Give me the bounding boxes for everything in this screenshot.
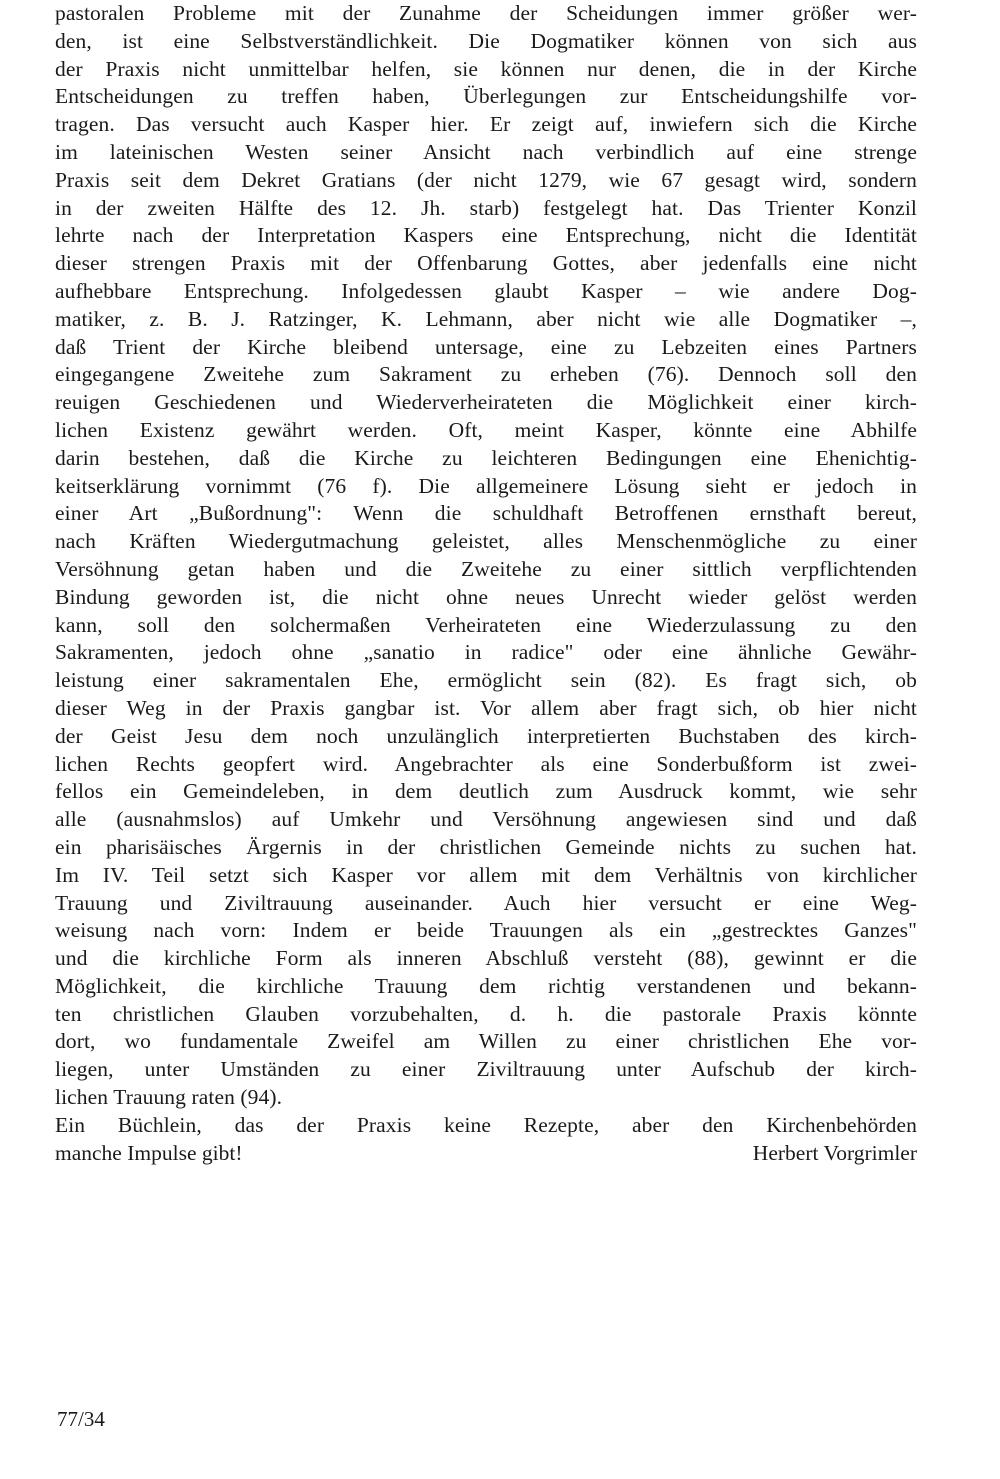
text-line: Sakramenten, jedoch ohne „sanatio in radice" oder eine ähnliche Gewähr- <box>55 640 917 665</box>
text-line: Möglichkeit, die kirchliche Trauung dem richtig verstandenen und bekann- <box>55 973 917 998</box>
text-line: Entscheidungen zu treffen haben, Überlegungen zur Entscheidungshilfe vor- <box>55 84 917 109</box>
text-line: matiker, z. B. J. Ratzinger, K. Lehmann, aber nicht wie alle Dogmatiker –, <box>55 306 917 331</box>
text-line: leistung einer sakramentalen Ehe, ermöglicht sein (82). Es fragt sich, ob <box>55 668 917 693</box>
paragraph-lines <box>55 0 917 1112</box>
text-line: kann, soll den solchermaßen Verheirateten eine Wiederzulassung zu den <box>55 612 917 637</box>
text-line: der Praxis nicht unmittelbar helfen, sie können nur denen, die in der Kirche <box>55 56 917 81</box>
text-line: liegen, unter Umständen zu einer Ziviltrauung unter Aufschub der kirch- <box>55 1057 917 1082</box>
text-line: dieser strengen Praxis mit der Offenbarung Gottes, aber jedenfalls eine nicht <box>55 251 917 276</box>
text-line: ein pharisäisches Ärgernis in der christlichen Gemeinde nichts zu suchen hat. <box>55 834 917 859</box>
text-line: Im IV. Teil setzt sich Kasper vor allem mit dem Verhältnis von kirchlicher <box>55 862 917 887</box>
text-line: tragen. Das versucht auch Kasper hier. Er zeigt auf, inwiefern sich die Kirche <box>55 112 917 137</box>
text-line: lehrte nach der Interpretation Kaspers eine Entsprechung, nicht die Identität <box>55 223 917 248</box>
text-line: aufhebbare Entsprechung. Infolgedessen glaubt Kasper – wie andere Dog- <box>55 278 917 303</box>
text-line: eingegangene Zweitehe zum Sakrament zu erheben (76). Dennoch soll den <box>55 362 917 387</box>
text-line: Trauung und Ziviltrauung auseinander. Auch hier versucht er eine Weg- <box>55 890 917 915</box>
text-line: lichen Trauung raten (94). <box>55 1085 283 1110</box>
text-line: darin bestehen, daß die Kirche zu leichteren Bedingungen eine Ehenichtig- <box>55 445 917 470</box>
text-line: in der zweiten Hälfte des 12. Jh. starb) festgelegt hat. Das Trienter Konzil <box>55 195 917 220</box>
text-line: reuigen Geschiedenen und Wiederverheirateten die Möglichkeit einer kirch- <box>55 390 917 415</box>
text-line: der Geist Jesu dem noch unzulänglich interpretierten Buchstaben des kirch- <box>55 723 917 748</box>
text-line: ten christlichen Glauben vorzubehalten, d. h. die pastorale Praxis könnte <box>55 1001 917 1026</box>
text-line: Bindung geworden ist, die nicht ohne neues Unrecht wieder gelöst werden <box>55 584 917 609</box>
text-line: im lateinischen Westen seiner Ansicht nach verbindlich auf eine strenge <box>55 139 917 164</box>
closing-row <box>55 1140 917 1168</box>
text-line: alle (ausnahmslos) auf Umkehr und Versöhnung angewiesen sind und daß <box>55 807 917 832</box>
text-line: Versöhnung getan haben und die Zweitehe zu einer sittlich verpflichtenden <box>55 556 917 581</box>
review-text <box>55 0 917 1167</box>
page-number: 77/34 <box>57 1407 105 1431</box>
text-line: dort, wo fundamentale Zweifel am Willen zu einer christlichen Ehe vor- <box>55 1029 917 1054</box>
text-line: lichen Existenz gewährt werden. Oft, meint Kasper, könnte eine Abhilfe <box>55 417 917 442</box>
text-line: nach Kräften Wiedergutmachung geleistet, alles Menschenmögliche zu einer <box>55 529 917 554</box>
text-line: einer Art „Bußordnung": Wenn die schuldhaft Betroffenen ernsthaft bereut, <box>55 501 917 526</box>
text-line: fellos ein Gemeindeleben, in dem deutlich zum Ausdruck kommt, wie sehr <box>55 779 917 804</box>
text-line: pastoralen Probleme mit der Zunahme der Scheidungen immer größer wer- <box>55 1 917 25</box>
closing-sentence: Ein Büchlein, das der Praxis keine Rezepte, aber den Kirchenbehörden <box>55 1112 917 1137</box>
text-line: keitserklärung vornimmt (76 f). Die allgemeinere Lösung sieht er jedoch in <box>55 473 917 498</box>
text-line: und die kirchliche Form als inneren Abschluß versteht (88), gewinnt er die <box>55 946 917 971</box>
author-signature: Herbert Vorgrimler <box>752 1140 917 1165</box>
text-line: dieser Weg in der Praxis gangbar ist. Vor allem aber fragt sich, ob hier nicht <box>55 695 917 720</box>
text-line: Praxis seit dem Dekret Gratians (der nicht 1279, wie 67 gesagt wird, sondern <box>55 167 917 192</box>
closing-sentence-end: manche Impulse gibt! <box>55 1140 243 1165</box>
text-line: lichen Rechts geopfert wird. Angebrachter als eine Sonderbußform ist zwei- <box>55 751 917 776</box>
text-line: daß Trient der Kirche bleibend untersage, eine zu Lebzeiten eines Partners <box>55 334 917 359</box>
text-line: weisung nach vorn: Indem er beide Trauungen als ein „gestrecktes Ganzes" <box>55 918 917 943</box>
text-line: den, ist eine Selbstverständlichkeit. Die Dogmatiker können von sich aus <box>55 28 917 53</box>
